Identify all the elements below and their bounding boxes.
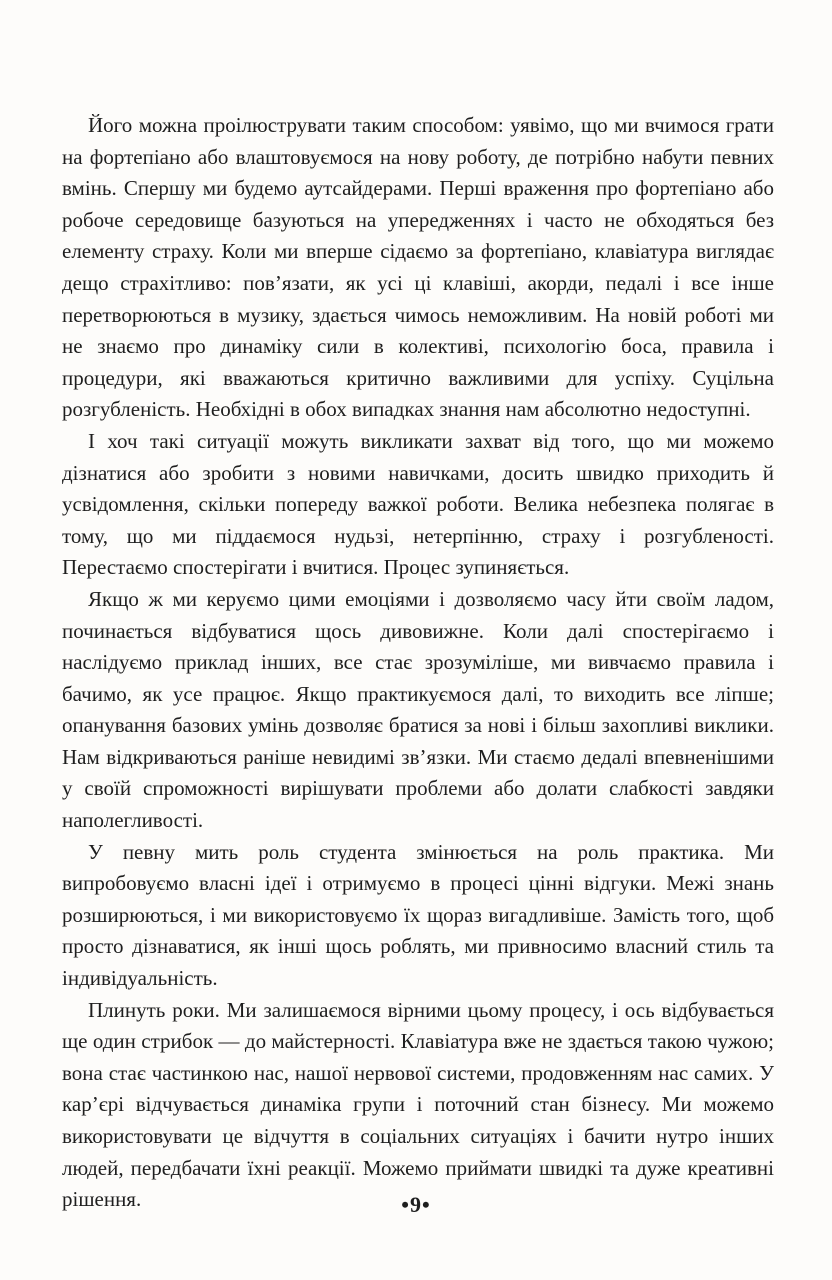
body-text [62, 110, 774, 1216]
paragraph-1: Його можна проілюструвати таким способом: уявімо, що ми вчимося грати на фортепіано або влаштовуємося на нову роботу, де потрібно набути певних вмінь. Спершу ми будемо аутсайдерами. Перші враження про фортепіано або робоче середовище базуються на упередженнях і часто не обходяться без елементу страху. Коли ми вперше сідаємо за фортепіано, клавіатура виглядає дещо страхітливо: пов’язати, як усі ці клавіші, акорди, педалі і все інше перетворюються в музику, здається чимось неможливим. На новій роботі ми не знаємо про динаміку сили в колективі, психологію боса, правила і процедури, які вважаються критично важливими для успіху. Суцільна розгубленість. Необхідні в обох випадках знання нам абсолютно недоступні. [62, 113, 774, 422]
paragraph-4: У певну мить роль студента змінюється на роль практика. Ми випробовуємо власні ідеї і отримуємо в процесі цінні відгуки. Межі знань розширюються, і ми використовуємо їх щораз вигадливіше. Замість того, щоб просто дізнаватися, як інші щось роблять, ми привносимо власний стиль та індивідуальність. [62, 839, 774, 991]
paragraph-2: І хоч такі ситуації можуть викликати захват від того, що ми можемо дізнатися або зробити з новими навичками, досить швидко приходить й усвідомлення, скільки попереду важкої роботи. Велика небезпека полягає в тому, що ми піддаємося нудьзі, нетерпінню, страху і розгубленості. Перестаємо спостерігати і вчитися. Процес зупиняється. [62, 428, 774, 580]
page-number: •9• [401, 1192, 431, 1217]
paragraph-5: Плинуть роки. Ми залишаємося вірними цьому процесу, і ось відбувається ще один стрибок — до майстерності. Клавіатура вже не здається такою чужою; вона стає частинкою нас, нашої нервової системи, продовженням нас самих. У кар’єрі відчувається динаміка групи і поточний стан бізнесу. Ми можемо використовувати це відчуття в соціальних ситуаціях і бачити нутро інших людей, передбачати їхні реакції. Можемо приймати швидкі та дуже креативні рішення. [62, 997, 774, 1212]
paragraph-3: Якщо ж ми керуємо цими емоціями і дозволяємо часу йти своїм ладом, починається відбуватися щось дивовижне. Коли далі спостерігаємо і наслідуємо приклад інших, все стає зрозуміліше, ми вивчаємо правила і бачимо, як усе працює. Якщо практикуємося далі, то виходить все ліпше; опанування базових умінь дозволяє братися за нові і більш захопливі виклики. Нам відкриваються раніше невидимі зв’язки. Ми стаємо дедалі впевненішими у своїй спроможності вирішувати проблеми або долати слабкості завдяки наполегливості. [62, 586, 774, 833]
